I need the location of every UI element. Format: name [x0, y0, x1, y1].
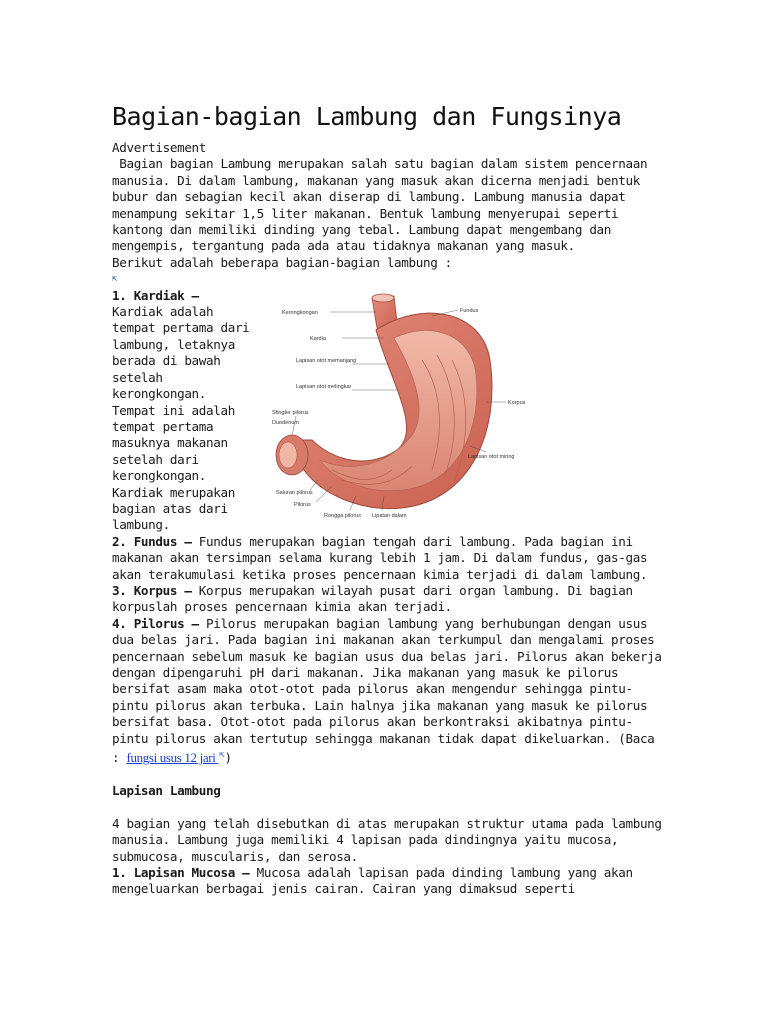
page-title: Bagian-bagian Lambung dan Fungsinya — [112, 102, 622, 131]
part-fundus — [112, 534, 662, 583]
label-duodenum: Duodenum — [272, 419, 299, 426]
label-fundus: Fundus — [460, 307, 479, 314]
layer-text-mucosa: Mucosa adalah lapisan pada dinding lambung yang akan mengeluarkan berbagai jenis cairan. Cairan yang dimaksud seperti — [112, 865, 633, 897]
kardiak-text-block — [112, 288, 252, 534]
part-text-pilorus-after: ) — [224, 750, 232, 766]
part-pilorus — [112, 616, 662, 767]
part-text-kardiak: Kardiak adalah tempat pertama dari lambung, letaknya berada di bawah setelah kerongkongan. Tempat ini adalah tempat pertama masuknya makanan setelah dari kerongkongan. Kardiak merupakan bagian atas dari lambung. — [112, 304, 250, 533]
spacer — [112, 799, 662, 815]
part-korpus — [112, 583, 662, 616]
part-text-fundus: Fundus merupakan bagian tengah dari lambung. Pada bagian ini makanan akan tersimpan selama kurang lebih 1 jam. Di dalam fundus, gas-gas akan terakumulasi ketika proses pencernaan kimia terjadi di dalam lambung. — [112, 533, 648, 582]
part-label-fundus: 2. Fundus — — [112, 533, 192, 549]
part-label-pilorus: 4. Pilorus — — [112, 615, 199, 631]
advertisement-label: Advertisement — [112, 140, 207, 155]
duodenum-opening — [279, 442, 297, 468]
link-fungsi-usus[interactable]: fungsi usus 12 jari — [126, 750, 219, 766]
label-korpus: Korpus — [508, 399, 526, 406]
list-intro-text: Berikut adalah beberapa bagian-bagian lambung : — [112, 254, 452, 270]
stomach-anatomy-figure — [272, 290, 532, 524]
section-intro: 4 bagian yang telah disebutkan di atas merupakan struktur utama pada lambung manusia. Lambung juga memiliki 4 lapisan pada dindingnya yaitu mucosa, submucosa, muscularis, dan serosa. — [112, 815, 662, 864]
part-label-kardiak: 1. Kardiak — — [112, 287, 199, 303]
document-page — [112, 100, 662, 898]
label-lapisan-memanjang: Lapisan otot memanjang — [296, 357, 357, 364]
part-text-korpus: Korpus merupakan wilayah pusat dari organ lambung. Di bagian korpuslah proses pencernaan kimia akan terjadi. — [112, 582, 633, 615]
label-sfingter: Sfingter pilorus — [272, 409, 309, 416]
layer-label-mucosa: 1. Lapisan Mucosa — — [112, 865, 250, 881]
external-link-icon-2[interactable]: ⇱ — [219, 750, 225, 761]
list-intro — [112, 255, 662, 288]
part-text-pilorus: Pilorus merupakan bagian lambung yang berhubungan dengan usus dua belas jari. Pada bagian ini makanan akan terkumpul dan mengalami proses pencernaan sebelum masuk ke bagian usus dua belas jari. Pilorus akan bekerja dengan dipengaruhi pH dari makanan. Jika makanan yang masuk ke pilorus bersifat asam maka otot-otot pada pilorus akan mengendur sehingga pintu-pintu pilorus akan terbuka. Lain halnya jika makanan yang masuk ke pilorus bersifat basa. Otot-otot pada pilorus akan berkontraksi akibatnya pintu-pintu pilorus akan tertutup sehingga makanan tidak dapat dikeluarkan. (Baca : — [112, 615, 662, 766]
section-heading: Lapisan Lambung — [112, 783, 221, 799]
label-lapisan-melingkar: Lapisan otot melingkar — [296, 383, 352, 390]
label-kerongkongan: Kerongkongan — [282, 309, 318, 316]
label-kardia: Kardia — [310, 335, 326, 342]
label-saluran-pilorus: Saluran pilorus — [276, 489, 313, 496]
intro-paragraph: Bagian bagian Lambung merupakan salah satu bagian dalam sistem pencernaan manusia. Di dalam lambung, makanan yang masuk akan dicerna menjadi bentuk bubur dan sebagian kecil akan diserap di lambung. Lambung manusia dapat menampung sekitar 1,5 liter makanan. Bentuk lambung menyerupai seperti kantong dan memiliki dinding yang tebal. Lambung dapat mengembang dan mengempis, tergantung pada ada atau tidaknya makanan yang masuk. — [112, 156, 655, 254]
layer-mucosa — [112, 865, 662, 898]
label-pilorus: Pilorus — [294, 501, 311, 508]
kardiak-section — [112, 288, 662, 534]
esophagus-opening — [372, 294, 394, 302]
label-lapisan-miring: Lapisan otot miring — [468, 453, 515, 460]
spacer — [112, 767, 662, 783]
external-link-icon[interactable]: ⇱ — [112, 274, 118, 285]
label-rongga-pilorus: Rongga pilorus — [324, 512, 361, 519]
part-label-korpus: 3. Korpus — — [112, 582, 192, 598]
label-lipatan-dalam: Lipatan dalam — [372, 512, 407, 519]
